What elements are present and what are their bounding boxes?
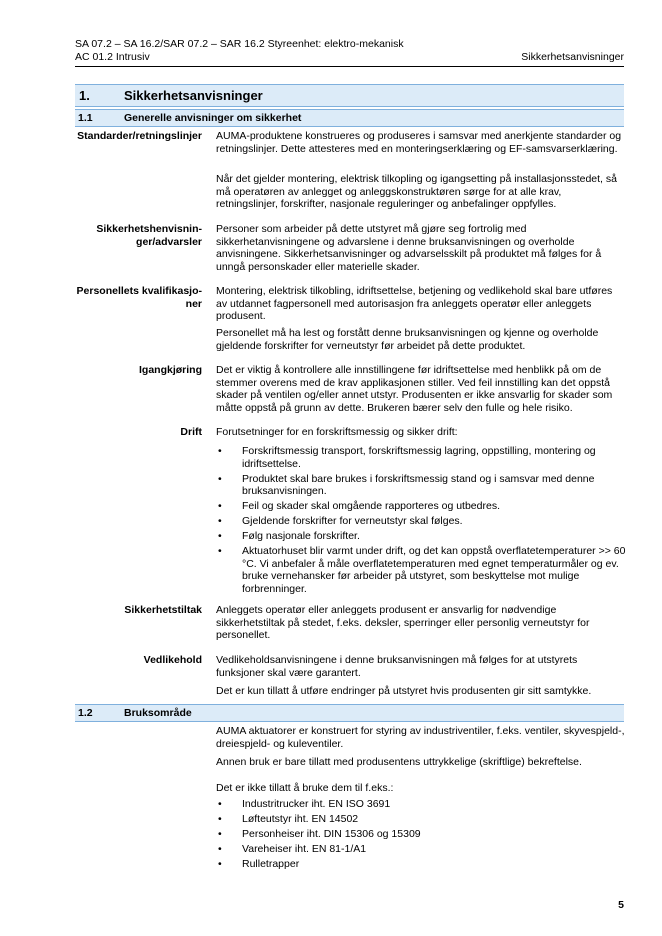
- subsection-number: 1.2: [78, 707, 93, 719]
- safety-paragraph: Personer som arbeider på dette utstyret må gjøre seg fortrolig med sikkerhetanvisningene og advarslene i denne bruksanvisningen og overholde anvisningene. Sikkerhetsanvisninger og advarselsskilt på produktet må følges for å unngå personskader eller materielle skader.: [216, 223, 602, 273]
- list-item: • Gjeldende forskrifter for verneutstyr skal følges.: [216, 515, 626, 528]
- header-product-line: SA 07.2 – SA 16.2/SAR 07.2 – SAR 16.2 Styreenhet: elektro-mekanisk: [75, 38, 404, 50]
- subsection-number: 1.1: [78, 112, 93, 124]
- label-safety-notes: [52, 223, 202, 248]
- subsection-heading-1-1: [75, 109, 624, 127]
- usage-paragraph-1: AUMA aktuatorer er konstruert for styring av industriventiler, f.eks. ventiler, skyvespjeld-, dreiespjeld- og kuleventiler.: [216, 725, 625, 750]
- standards-paragraph-2: Når det gjelder montering, elektrisk tilkopling og igangsetting på installasjonsstedet, så må operatøren av anlegget og anleggskonstruktøren sørge for at alle krav, retningslinjer, forskrifter, nasjonale reguleringer og anbefalinger oppfylles.: [216, 173, 617, 210]
- subsection-heading-1-2: [75, 704, 624, 722]
- header-chapter-title: Sikkerhetsanvisninger: [521, 51, 624, 63]
- list-item: • Løfteutstyr iht. EN 14502: [216, 813, 626, 826]
- page-number: 5: [618, 899, 624, 911]
- label-personnel-line1: Personellets kvalifikasjo-: [76, 285, 202, 297]
- subsection-title: Bruksområde: [124, 707, 192, 719]
- usage-exclusions-list: [216, 798, 626, 873]
- list-item: • Aktuatorhuset blir varmt under drift, og det kan oppstå overflatetemperaturer >> 60 °C. Vi anbefaler å måle overflatetemperaturen med egnet temperaturmåler og ev. bruke vernehansker før arbeider på utstyret, som beskyttelse mot mulige forbrenninger.: [216, 545, 626, 595]
- commissioning-paragraph: Det er viktig å kontrollere alle innstillingene før idriftsettelse med henblikk på om de stemmer overens med de krav applikasjonen stiller. Ved feil innstilling kan det oppstå skader på ventilen og/eller annet utstyr. Produsenten er ikke ansvarlig for skader som måtte oppstå på grunn av dette. Brukeren bærer selv den fulle og hele risiko.: [216, 364, 613, 414]
- label-personnel-line2: ner: [185, 297, 202, 310]
- personnel-paragraph-2: Personellet må ha lest og forstått denne bruksanvisningen og kjenne og overholde gjeldende forskrifter for verneutstyr før arbeidet på dette produktet.: [216, 327, 599, 352]
- list-item: • Forskriftsmessig transport, forskriftsmessig lagring, oppstilling, montering og idriftsettelse.: [216, 445, 626, 470]
- section-heading: [75, 84, 624, 107]
- list-item: • Følg nasjonale forskrifter.: [216, 530, 626, 543]
- label-personnel: [52, 285, 202, 310]
- header-model-line: AC 01.2 Intrusiv: [75, 51, 150, 63]
- header-divider: [75, 66, 624, 67]
- section-title: Sikkerhetsanvisninger: [124, 88, 263, 103]
- list-item: • Personheiser iht. DIN 15306 og 15309: [216, 828, 626, 841]
- maintenance-paragraph-1: Vedlikeholdsanvisningene i denne bruksanvisningen må følges for at utstyrets funksjoner skal være garantert.: [216, 654, 578, 679]
- list-item: • Industritrucker iht. EN ISO 3691: [216, 798, 626, 811]
- list-item: • Rulletrapper: [216, 858, 626, 871]
- maintenance-paragraph-2: Det er kun tillatt å utføre endringer på utstyret hvis produsenten gir sitt samtykke.: [216, 685, 592, 697]
- operation-intro: Forutsetninger for en forskriftsmessig og sikker drift:: [216, 426, 458, 438]
- operation-list: [216, 445, 626, 598]
- label-safety-notes-line1: Sikkerhetshenvisnin-: [96, 223, 202, 235]
- standards-paragraph-1: AUMA-produktene konstrueres og produseres i samsvar med anerkjente standarder og retningslinjer. Dette attesteres med en monteringserklæring og EF-samsvarserklæring.: [216, 130, 622, 155]
- usage-paragraph-3: Det er ikke tillatt å bruke dem til f.eks.:: [216, 782, 394, 794]
- label-maintenance: Vedlikehold: [143, 654, 202, 666]
- label-safety-notes-line2: ger/advarsler: [136, 235, 202, 248]
- label-operation: Drift: [180, 426, 202, 438]
- header-left: [75, 38, 404, 64]
- label-standards: Standarder/retningslinjer: [77, 130, 202, 142]
- subsection-title: Generelle anvisninger om sikkerhet: [124, 112, 302, 124]
- measures-paragraph: Anleggets operatør eller anleggets produsent er ansvarlig for nødvendige sikkerhetstiltak på stedet, f.eks. deksler, sperringer eller personlig verneutstyr for personellet.: [216, 604, 590, 641]
- list-item: • Vareheiser iht. EN 81-1/A1: [216, 843, 626, 856]
- personnel-paragraph-1: Montering, elektrisk tilkobling, idriftsettelse, betjening og vedlikehold skal bare utføres av utdannet fagpersonell med autorisasjon fra anleggets operatør eller anleggets produsent.: [216, 285, 613, 322]
- section-number: 1.: [79, 88, 90, 103]
- label-safety-measures: Sikkerhetstiltak: [124, 604, 202, 616]
- usage-paragraph-2: Annen bruk er bare tillatt med produsentens uttrykkelige (skriftlige) bekreftelse.: [216, 756, 582, 768]
- list-item: • Feil og skader skal omgående rapporteres og utbedres.: [216, 500, 626, 513]
- label-commissioning: Igangkjøring: [139, 364, 202, 376]
- list-item: • Produktet skal bare brukes i forskriftsmessig stand og i samsvar med denne bruksanvisningen.: [216, 473, 626, 498]
